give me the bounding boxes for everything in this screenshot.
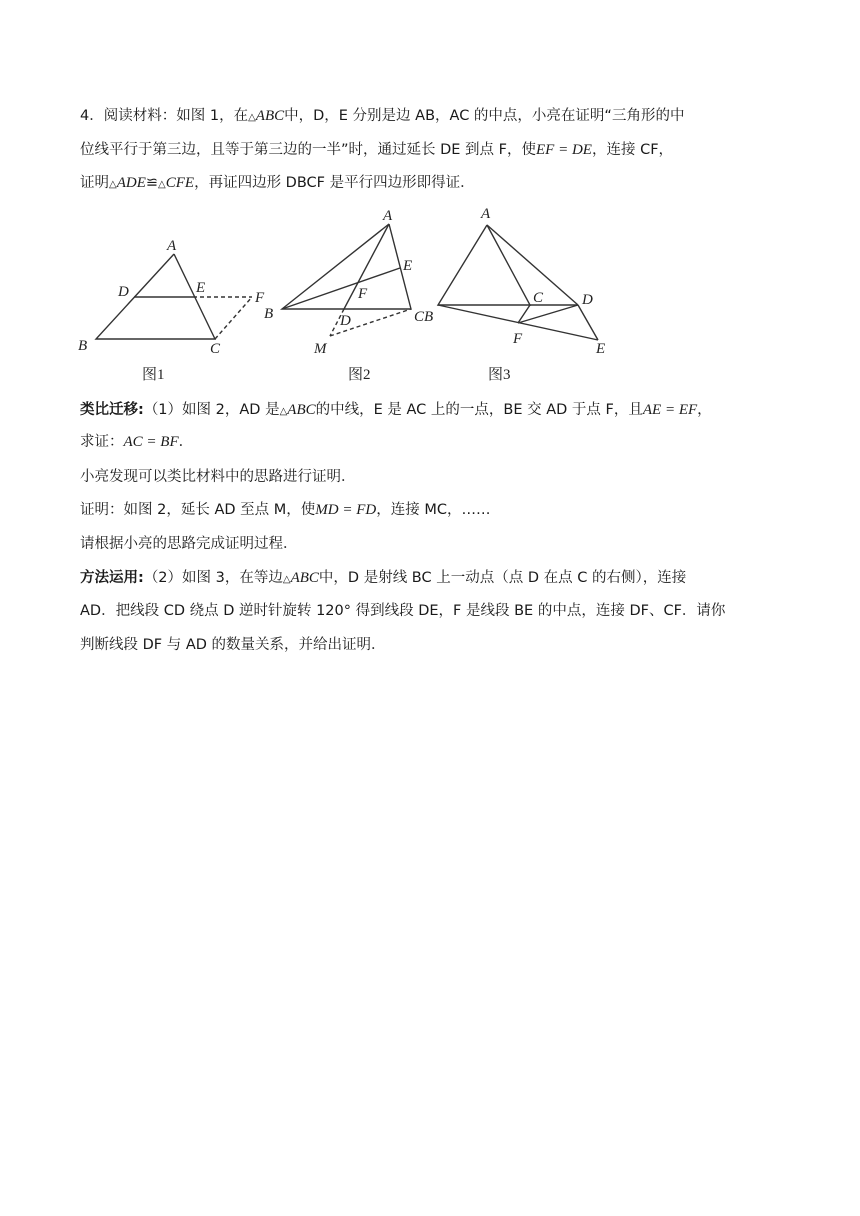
fig3-caption: 图3: [488, 367, 511, 383]
triangle-symbol: △: [109, 179, 117, 190]
fig2-label-a: A: [383, 208, 393, 224]
figure-3: [438, 206, 605, 383]
part1-line-1: 类比迁移:（1）如图 2，AD 是△ABC的中线，E 是 AC 上的一点，BE 交 AD 于点 F，且AE = EF，: [80, 402, 712, 418]
fig2-label-c: CB: [414, 309, 434, 325]
fig2-label-m: M: [314, 341, 327, 357]
fig2-triangle-abc: [282, 224, 411, 309]
part1-line-2: 求证：AC = BF．: [80, 434, 194, 450]
material-line-1: 4．阅读材料：如图 1，在△ABC中，D，E 分别是边 AB，AC 的中点，小亮在证明“三角形的中: [80, 108, 685, 124]
fig2-label-e: E: [403, 258, 413, 274]
figure-2: [264, 208, 433, 383]
part2-line-1: 方法运用:（2）如图 3，在等边△ABC中，D 是射线 BC 上一动点（点 D 在点 C 的右侧），连接: [80, 570, 687, 586]
fig2-label-f: F: [358, 286, 368, 302]
fig1-segment-cf: [215, 297, 252, 339]
fig1-label-a: A: [167, 238, 177, 254]
material-line-3: 证明△ADE≌△CFE，再证四边形 DBCF 是平行四边形即得证．: [80, 175, 475, 191]
triangle-symbol: △: [279, 406, 288, 417]
figures: [0, 198, 860, 398]
fig3-segment-de: [578, 305, 598, 340]
part2-line-3: 判断线段 DF 与 AD 的数量关系，并给出证明．: [80, 637, 386, 653]
part1-line-4: 证明：如图 2，延长 AD 至点 M，使MD = FD，连接 MC，……: [80, 502, 491, 518]
fig1-label-b: B: [78, 338, 88, 354]
part1-heading: 类比迁移:: [80, 402, 144, 418]
material-line-2: 位线平行于第三边，且等于第三边的一半”时，通过延长 DE 到点 F，使EF = DE，连接 CF，: [80, 142, 674, 158]
fig2-label-b: B: [264, 306, 274, 322]
part1-line-3: 小亮发现可以类比材料中的思路进行证明．: [80, 469, 356, 485]
fig3-label-d: D: [582, 292, 593, 308]
triangle-symbol: △: [248, 112, 256, 123]
fig3-label-a: A: [481, 206, 491, 222]
triangle-symbol: △: [282, 574, 291, 585]
fig3-triangle-abc: [438, 225, 530, 305]
fig1-label-f: F: [255, 290, 265, 306]
problem-number: 4: [80, 108, 90, 124]
fig3-label-f: F: [513, 331, 523, 347]
fig3-segment-df: [518, 305, 578, 323]
fig3-label-c: C: [533, 290, 544, 306]
part2-heading: 方法运用:: [80, 570, 144, 586]
fig2-label-d: D: [340, 313, 351, 329]
fig3-label-e: E: [596, 341, 606, 357]
part2-line-2: AD．把线段 CD 绕点 D 逆时针旋转 120° 得到线段 DE，F 是线段 BE 的中点，连接 DF、CF．请你: [80, 603, 726, 619]
fig1-caption: 图1: [142, 367, 165, 383]
figure-1: [78, 238, 265, 383]
fig1-label-c: C: [210, 341, 221, 357]
fig2-segment-be: [282, 268, 400, 309]
part1-line-5: 请根据小亮的思路完成证明过程．: [80, 536, 298, 552]
fig2-caption: 图2: [348, 367, 371, 383]
fig1-label-e: E: [196, 280, 206, 296]
fig1-label-d: D: [118, 284, 129, 300]
triangle-symbol: △: [158, 179, 166, 190]
